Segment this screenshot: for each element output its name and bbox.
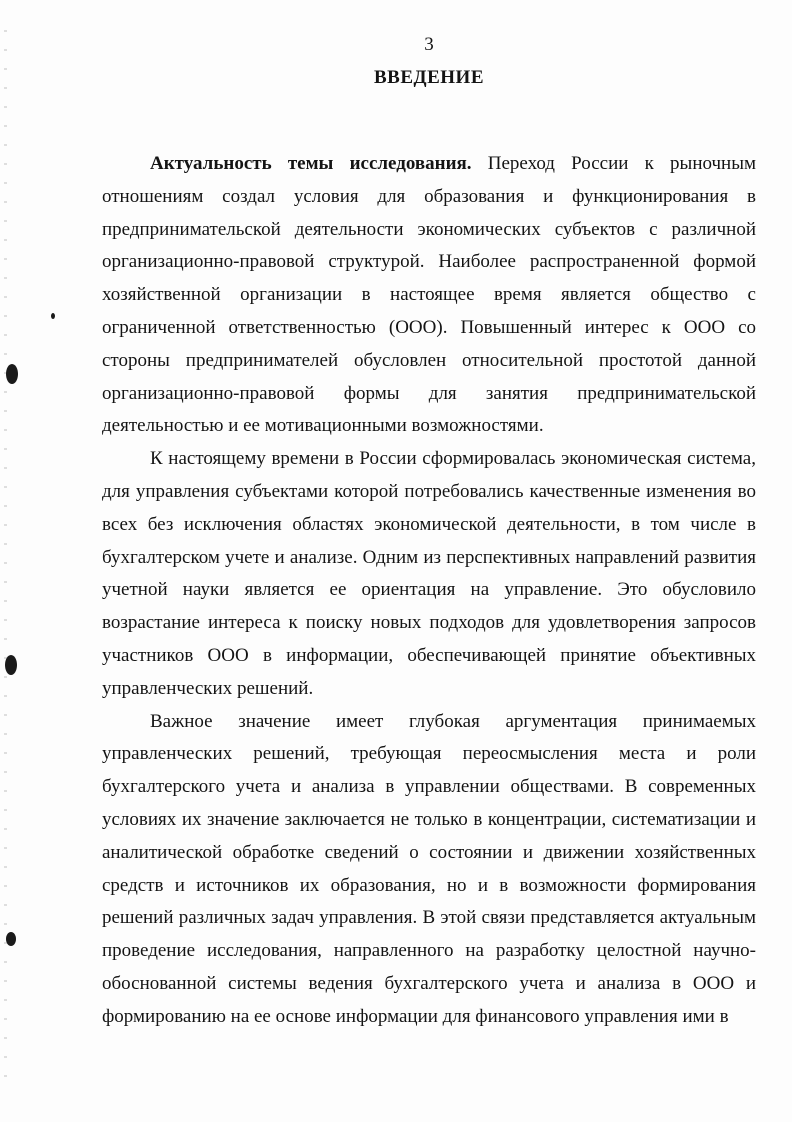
paragraph-economic-system bbox=[102, 443, 756, 705]
page-number: 3 bbox=[424, 34, 434, 55]
paragraph-text: Переход России к рыночным отношениям создал условия для образования и функционирования в предпринимательской деятельности экономических субъектов с различной организационно-правовой структурой. Наиболее распространенной формой хозяйственной организации в настоящее время является общество с ограниченной ответственностью (ООО). Повышенный интерес к ООО со стороны предпринимателей обусловлен относительной простотой данной организационно-правовой формы для занятия предпринимательской деятельностью и ее мотивационными возможностями. bbox=[102, 153, 757, 437]
paragraph-relevance bbox=[102, 148, 756, 443]
scan-speck bbox=[51, 313, 55, 319]
section-heading: ВВЕДЕНИЕ bbox=[374, 67, 484, 88]
scan-speck bbox=[5, 655, 17, 675]
scan-speck bbox=[6, 932, 16, 946]
paragraph-importance bbox=[102, 706, 756, 1034]
scan-edge-artifact bbox=[4, 30, 7, 1090]
body-text bbox=[102, 148, 756, 1034]
paragraph-lead: Актуальность темы исследования. bbox=[150, 153, 472, 174]
paragraph-text: К настоящему времени в России сформировалась экономическая система, для управления субъектами которой потребовались качественные изменения во всех без исключения областях экономической деятельности, в том числе в бухгалтерском учете и анализе. Одним из перспективных направлений развития учетной науки является ее ориентация на управление. Это обусловило возрастание интереса к поиску новых подходов для удовлетворения запросов участников ООО в информации, обеспечивающей принятие объективных управленческих решений. bbox=[102, 448, 756, 699]
scan-speck bbox=[6, 364, 18, 384]
paragraph-text: Важное значение имеет глубокая аргументация принимаемых управленческих решений, требующая переосмысления места и роли бухгалтерского учета и анализа в управлении обществами. В современных условиях их значение заключается не только в концентрации, систематизации и аналитической обработке сведений о состоянии и движении хозяйственных средств и источников их образования, но и в возможности формирования решений различных задач управления. В этой связи представляется актуальным проведение исследования, направленного на разработку целостной научно-обоснованной системы ведения бухгалтерского учета и анализа в ООО и формированию на ее основе информации для финансового управления ими в bbox=[102, 710, 756, 1027]
